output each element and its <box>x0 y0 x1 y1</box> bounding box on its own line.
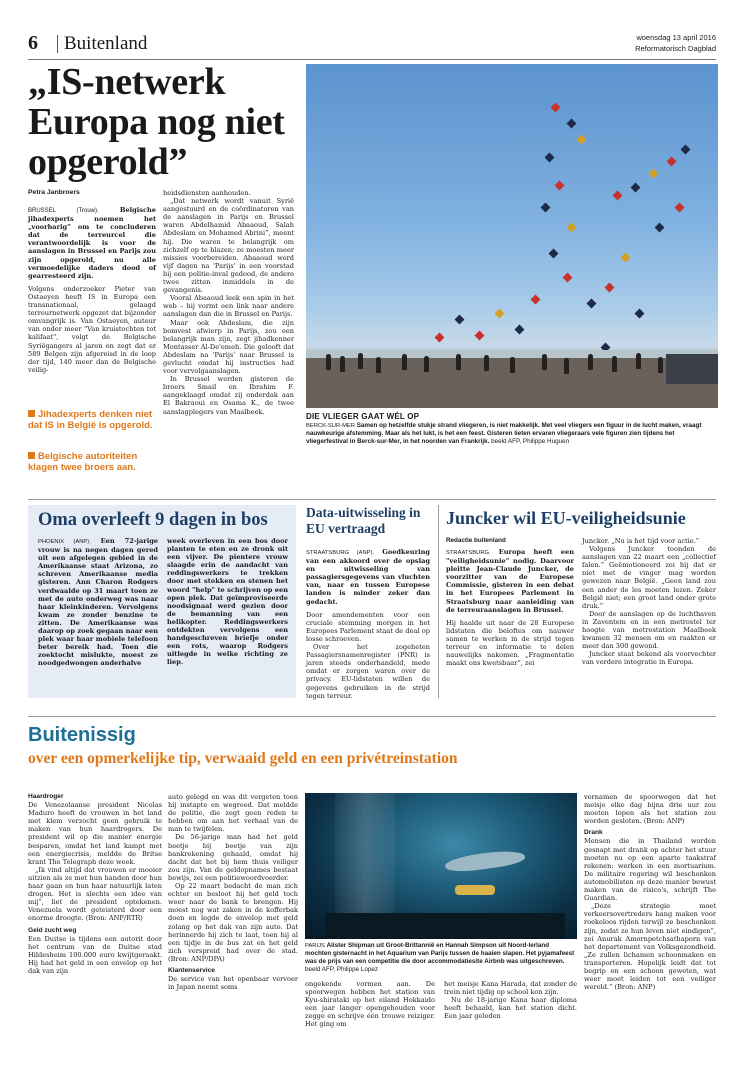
bullet-square-icon <box>28 410 35 417</box>
bt-c2-p2: Op 22 maart bedacht de man zich echter en besloot hij het geld toch weer naar de bank te brengen. Hij moest nog wat zaken in de kofferbak doen en legde de envelop met geld zolang op het dak van zijn auto. Dat herinnerde hij zich te laat, toen hij al een tijdje in de bus zat en het geld zich verspreid had over de stad. (Bron: ANP/DPA) <box>168 882 298 963</box>
main-col1-p0: Volgens onderzoeker Pieter van Ostaeyen heeft IS in Europa een transnationaal, gelaagd terreurnetwerk opgezet dat bijzonder omvangrijk is. Van Ostaeyen, auteur van onder meer "Van kruistochten tot kalifaat", volgt de Belgische Syriëgangers al jaren en zegt dat er 589 Belgen zijn afgereisd in de loop der tijd, 140 meer dan de Belgische veilig- <box>28 284 156 374</box>
bullet-2: Belgische autoriteiten klagen twee broers aan. <box>28 451 138 473</box>
juncker-column-2 <box>582 537 716 667</box>
kite-caption-text: Samen op hetzelfde stukje strand vliegeren, is niet makkelijk. Met veel vliegers een figuur in de lucht maken, vraagt nauwkeurige afstemming. Maar als het lukt, is het een feest. Gisteren lieten ervaren vliegeraars vele figuren zien tijdens het vliegerfestival in Berck-sur-Mer, in het noorden van Frankrijk. <box>306 422 702 445</box>
bt-c1-p1: De Venezolaanse president Nicolas Maduro heeft de vrouwen in het land met klem verzocht geen gebruik te maken van hun haardrogers. De president wil op die manier energie besparen, omdat het land kampt met een energiecrisis, meldde de Britse krant The Telegraph deze week. <box>28 801 162 866</box>
bt-c5-h1: Drank <box>584 829 603 837</box>
main-lead: Belgische jihadexperts noemen het „voorbarig” om te concluderen dat de terreurcel die verantwoordelijk is voor de aanslagen in Brussel en Parijs zou zijn opgerold, nu alle vermoedelijke daders dood of gearresteerd zijn. <box>28 206 156 280</box>
shark-shape <box>444 848 525 875</box>
buitenissig-subtitle: over een opmerkelijke tip, verwaaid geld en een privétreinstation <box>28 750 458 767</box>
juncker-author: Redactie buitenland <box>446 537 506 544</box>
kite-caption-place: BERCK-SUR-MER <box>306 423 355 429</box>
juncker-col2-p1: Volgens Juncker toonden de aanslagen van 22 maart een „collectief falen.” Geëmotioneerd zei hij dat er niet met de vinger mag worden gewezen naar België. „Geen land zou een ander de les moeten lezen. Zeker België niet; een groot land onder grote druk.” <box>582 545 716 610</box>
main-col2-p2: Vooral Abaaoud leek een spin in het web – hij vormt een link naar andere aanslagen dan die in Brussel en Parijs. <box>163 294 294 319</box>
kite-festival-photo <box>306 64 718 408</box>
main-col2-p0: heidsdiensten aanhouden. <box>163 189 251 197</box>
oma-col2-text: week overleven in een bos door planten te eten en ze dronk uit een vijver. De pientere vrouw slaagde erin de aandacht van reddingswerkers te trekken door met stokken en stenen het woord "help" te schrijven op een open plek. Dat geïmproviseerde noodsignaal werd gezien door de bemanning van een helikopter. Reddingswerkers ontdekten vervolgens een handgeschreven briefje onder een rots, waarop Rodgers uitlegde in welke richting ze liep. <box>167 537 288 667</box>
juncker-headline: Juncker wil EU-veiligheidsunie <box>446 508 686 528</box>
kite-caption-title: DIE VLIEGER GAAT WÉL OP <box>306 412 420 421</box>
bt-c1-h0: Haardroger <box>28 793 64 800</box>
aq-photo-credit: beeld AFP, Philippe Lopez <box>305 966 379 973</box>
bt-c5-p0: vernamen de spoorwegen dat het meisje elke dag bijna drie uur zou moeten lopen als het station zou worden gesloten. (Bron: ANP) <box>584 793 716 826</box>
data-p1: Over het zogeheten Passagiersnamenregister (PNR) is jaren steeds onderhandeld, mede omdat er zorgen waren over de privacy. EU-lidstaten willen de gegevens gebruiken in de strijd tegen terreur. <box>306 643 430 700</box>
bt-c4-p0: het meisje Kana Harada, dat zonder de trein niet tijdig op school kon zijn. <box>444 980 577 997</box>
juncker-col1-p0: Hij haalde uit naar de 28 Europese lidstaten die beloftes om nauwer samen te werken in de strijd tegen terreur en informatie te delen nauwelijks nakomen. „Fragmentatie maakt ons kwetsbaar”, zei <box>446 618 574 668</box>
main-col2-p3: Maar ook Abdeslam, die zijn bomvest afwierp in Parijs, zou een belangrijk man zijn, zegt jihadkenner Montasser Al-De'emeh. Die gelooft dat Abdeslam na 'Parijs' naar Brussel is gevlucht omdat hij instructies had voor vervolgaanslagen. <box>163 318 294 376</box>
main-author: Petra Janbroers <box>28 189 80 196</box>
main-headline: „IS-netwerk Europa nog niet opgerold” <box>28 61 285 183</box>
buitenissig-column-3 <box>305 980 435 1029</box>
main-dateline: BRUSSEL (Trouw). <box>28 208 99 214</box>
oma-column-2 <box>167 537 288 667</box>
bt-c3-p0: ongekende vormen aan. De spoorwegen hebben het station van Kyu-shirataki op het eiland Hokkaido een jaar langer opengehouden voor zegge en schrijve één trouwe reiziger. Het ging om <box>305 980 435 1029</box>
aquarium-photo <box>305 793 577 939</box>
aq-caption-text: Alister Shipman uit Groot-Brittannië en Hannah Simpson uit Noord-Ierland mochten gisternacht in het Aquarium van Parijs tussen de haaien slapen. Het pyjamafeest was de prijs van een competitie die door accommodatiesite Airbnb was uitgeschreven. <box>305 942 575 965</box>
buitenissig-column-4 <box>444 980 577 1020</box>
aq-caption-place: PARIJS <box>305 943 325 949</box>
bt-c1-h3: Geld zucht weg <box>28 926 77 934</box>
bt-c2-p4: De service van het openbaar vervoer in Japan neemt soms <box>168 975 298 992</box>
bt-c1-p2: „Ik vind altijd dat vrouwen er mooier uitzien als ze met hun handen door hun haar gaan en hun haar natuurlijk laten drogen. Het is slechts een idee van mij”, liet de president optekenen. Venezuela wordt geteisterd door een enorme droogte. (Bron: ANP/RTR) <box>28 865 162 923</box>
section-title: Buitenland <box>64 33 148 54</box>
main-col2-p4: In Brussel werden gisteren de broers Smail en Ibrahim F. aangeklaagd omdat zij onderdak aan El Bakraoui en Osama K., de twee aanslagplegers van Maalbeek. <box>163 375 294 416</box>
bt-c5-p3: „Deze strategie moet verkeersovertreders bang maken voor roekeloos rijden terwijl ze beschonken zijn, zodat ze hun leven niet eindigen”, zei Anurak Amornpetchsathaporn van het departement van Volksgezondheid. „Ze zullen lichamen schoonmaken en transporteren. Hopelijk leidt dat tot begrip en een schoon geweten, wat weer moet leiden tot een veiliger wereld.” (Bron: ANP) <box>584 902 716 992</box>
buitenissig-column-5 <box>584 793 716 991</box>
data-headline: Data-uitwisseling in EU vertraagd <box>306 505 421 536</box>
page-number: 6 <box>28 32 38 54</box>
juncker-dateline: STRAATSBURG. <box>446 550 491 556</box>
data-lead: Goedkeuring van een akkoord over de opslag en uitwisseling van passagiersgegevens van vluchten van, naar en tussen Europese landen is minder zeker dan gedacht. <box>306 548 430 606</box>
main-column-2 <box>163 189 294 416</box>
juncker-col2-p2: Door de aanslagen op de luchthaven in Zaventem en in een metrostel ter hoogte van metrostation Maalbeek kwamen 32 mensen om en raakten er meer dan 300 gewond. <box>582 609 716 651</box>
paper-name: Reformatorisch Dagblad <box>635 44 716 53</box>
main-column-1 <box>28 206 156 374</box>
juncker-col2-p3: Juncker staat bekend als voorvechter van verdere integratie in Europa. <box>582 650 716 667</box>
data-dateline: STRAATSBURG (ANP). <box>306 550 375 556</box>
juncker-lead: Europa heeft een "veiligheidsunie" nodig. Daarvoor pleitte Jean-Claude Juncker, de voorzitter van de Europese Commissie, gisteren in een debat in het Europees Parlement in Straatsburg naar aanleiding van de terreuraanslagen in Brussel. <box>446 548 574 614</box>
bullet-square-icon <box>28 452 35 459</box>
main-col2-p1: „Dat netwerk wordt vanuit Syrië aangestuurd en de coördinatoren van de aanslagen in Parijs en Brussel waren Abdelhamid Abaaoud, Salah Abdeslam en Mohamed Abrini”, meent hij. Die waren te belangrijk om zichzelf op te blazen; ze moesten meer missies voorbereiden. Abaaoud werd vijf dagen na 'Parijs' in een voorstad bij een politie-inval gedood, de andere twee zitten inmiddels in de gevangenis. <box>163 197 294 295</box>
oma-dateline: PHOENIX (ANP). <box>38 539 91 545</box>
kite-photo-caption <box>306 413 718 446</box>
juncker-col2-p0: Juncker. „Nu is het tijd voor actie.” <box>582 537 700 545</box>
buitenissig-title: Buitenissig <box>28 724 136 746</box>
bt-c2-p0: auto gelegd en was dit vergeten toen hij instapte en wegreed. Dat meldde de politie, die zegt geen reden te hebben om aan het verhaal van de man te twijfelen. <box>168 793 298 834</box>
oma-col1-text: Een 72-jarige vrouw is na negen dagen gered uit een afgelegen gebied in de Amerikaanse staat Arizona, zo schreven Amerikaanse media gisteren. Ann Charon Rodgers verdwaalde op 31 maart toen ze met de auto onderweg was naar haar kleinkinderen. Vervolgens kwam ze zonder benzine te zitten. De Amerikaanse was daarop op zoek gegaan naar een plek waar haar mobiele telefoon beter bereik had. Toen die zoektocht mislukte, moest ze noodgedwongen anderhalve <box>38 537 158 668</box>
data-p0: Door amendementen voor een cruciale stemming morgen in het Europees Parlement staat de deal op losse schroeven. <box>306 610 430 643</box>
data-column <box>306 548 430 700</box>
bt-c4-p1: Nu de 18-jarige Kana haar diploma heeft behaald, kan het station dicht. Een jaar geleden <box>444 996 577 1021</box>
bt-c2-p1: De 56-jarige man had het geld beetje bij beetje van zijn bankrekening gehaald, omdat hij dacht dat het bij hem thuis veiliger zou zijn. Van de geldopnames bestaat bewijs, zei een politiewoordvoerder. <box>168 833 298 882</box>
kite-photo-credit: beeld AFP, Philippe Huguen <box>491 438 570 445</box>
aquarium-photo-caption <box>305 942 577 974</box>
juncker-column-1 <box>446 548 574 667</box>
issue-date: woensdag 13 april 2016 <box>636 33 716 42</box>
bt-c2-h3: Klantenservice <box>168 966 215 974</box>
buitenissig-column-2 <box>168 793 298 991</box>
bt-c5-p2: Mensen die in Thailand worden gesnapt met drank op achter het stuur moeten nu op een aparte taakstraf rekenen: werken in een mortuarium. De militaire regering wil beschonken automobilisten op deze manier bewust maken van de risico's, schrijft The Guardian. <box>584 837 716 903</box>
oma-headline: Oma overleeft 9 dagen in bos <box>38 510 268 530</box>
bullet-1: Jihadexperts denken niet dat IS in België is opgerold. <box>28 409 153 431</box>
buitenissig-column-1 <box>28 793 162 975</box>
bt-c1-p4: Een Duitse is tijdens een autorit door het centrum van de Duitse stad Hildesheim 100.000 euro kwijtgeraakt. Hij had het geld in een envelop op het dak van zijn <box>28 934 162 975</box>
oma-column-1 <box>38 537 158 668</box>
